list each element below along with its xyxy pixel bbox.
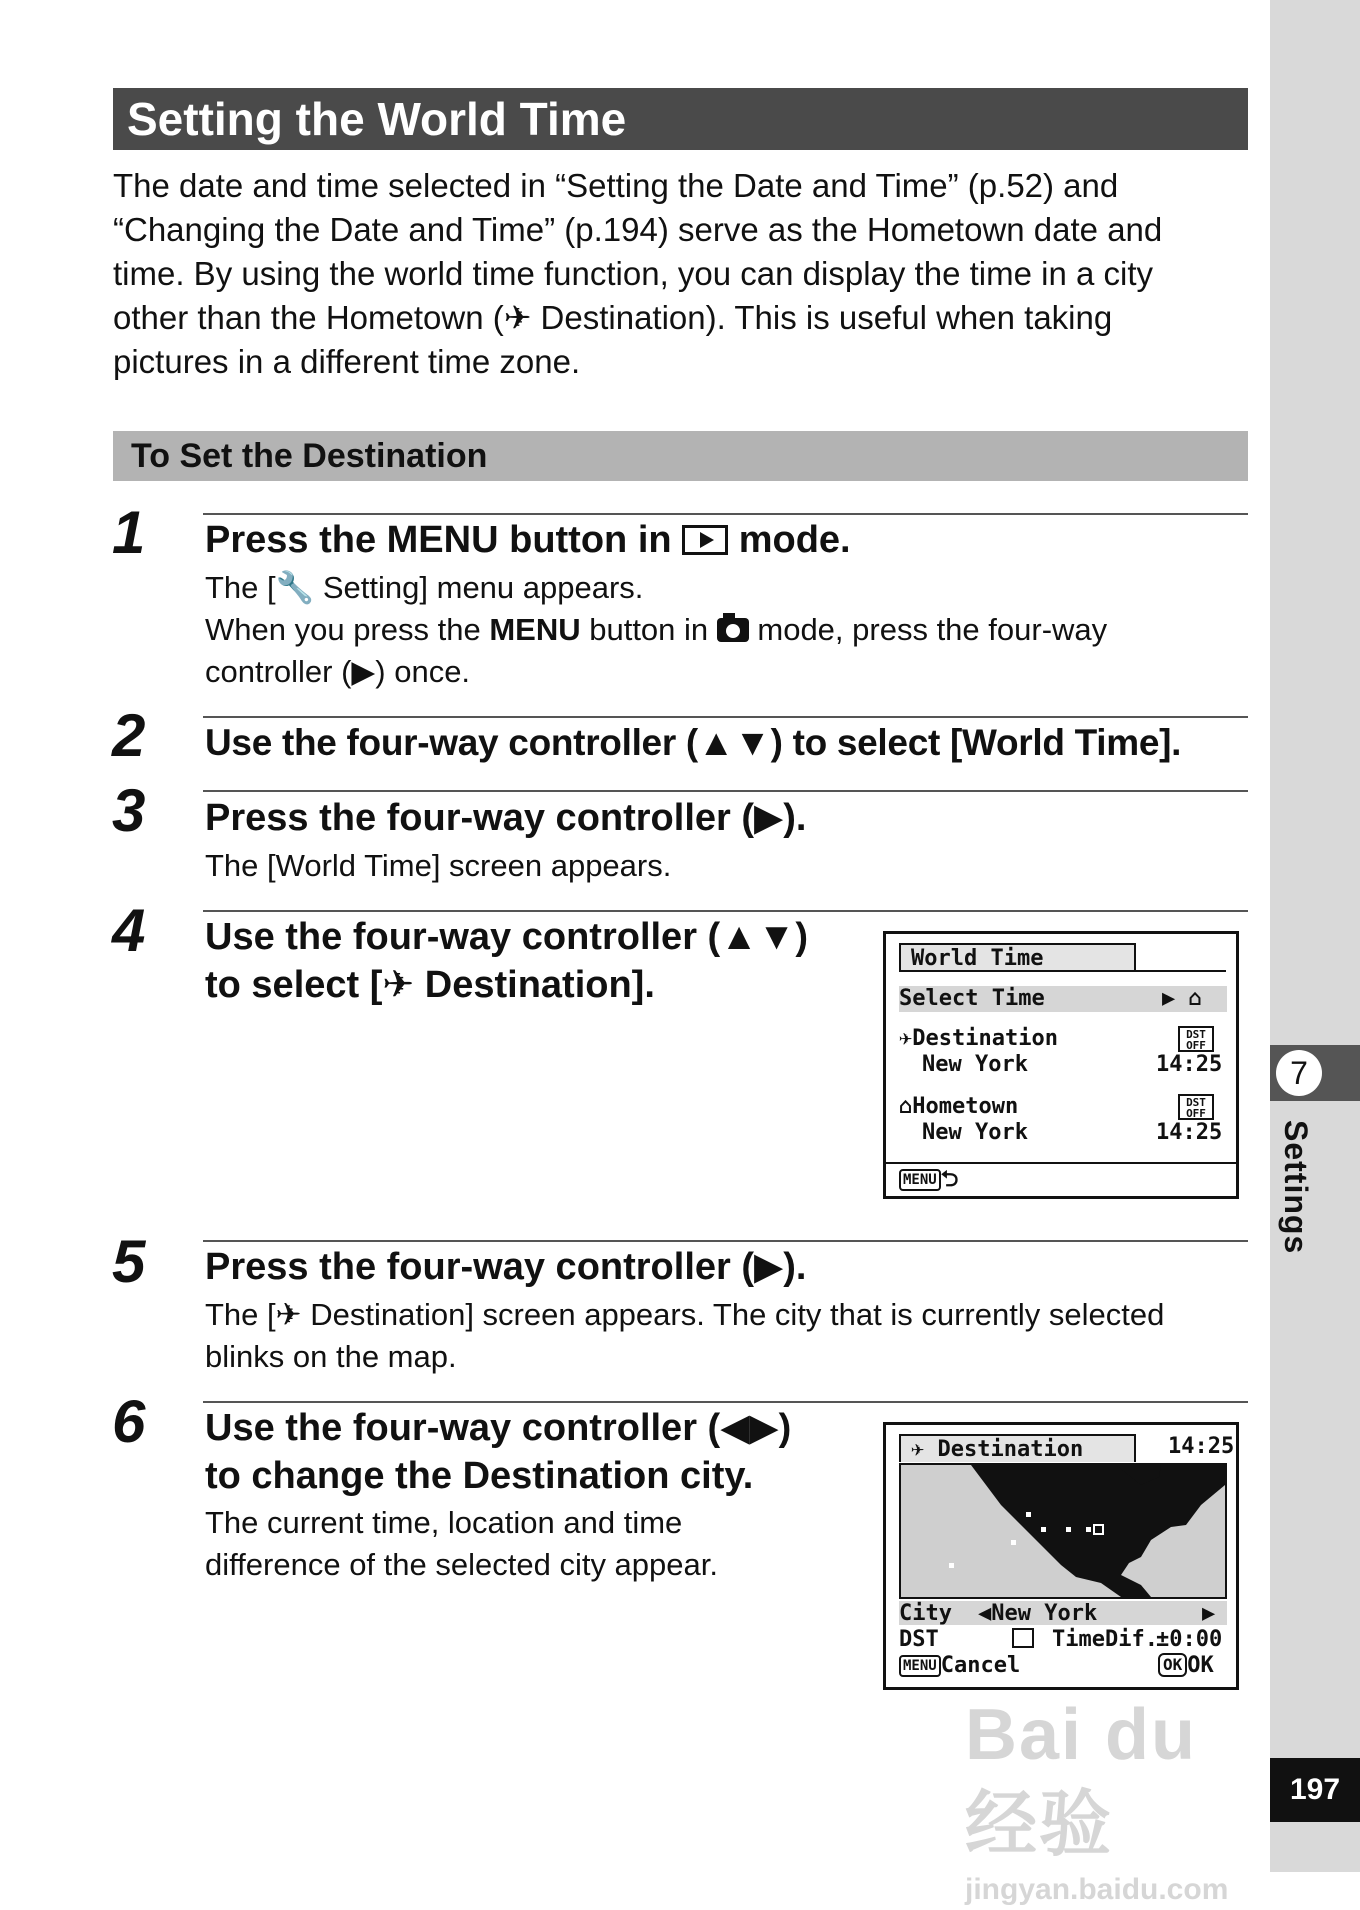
intro-line: pictures in a different time zone. xyxy=(113,343,581,380)
step-text: to select [✈ Destination]. xyxy=(205,964,655,1006)
step-text: button in xyxy=(498,519,683,561)
step-number: 5 xyxy=(112,1228,146,1295)
ok-label: OK xyxy=(1187,1653,1214,1678)
section-subheading: To Set the Destination xyxy=(113,431,1248,481)
step-text: The [ xyxy=(205,570,276,605)
dst-text: DST xyxy=(1186,1028,1206,1041)
destination-screen xyxy=(883,1422,1239,1690)
chapter-number: 7 xyxy=(1276,1050,1322,1096)
step-text: blinks on the map. xyxy=(205,1339,457,1374)
step-divider xyxy=(203,790,1248,792)
dst-off-icon xyxy=(1178,1026,1214,1052)
destination-city: New York xyxy=(922,1052,1028,1077)
step-number: 6 xyxy=(112,1388,146,1455)
step-text: Use the four-way controller (◀▶) xyxy=(205,1407,792,1449)
dst-text: OFF xyxy=(1186,1107,1206,1120)
step-text: to change the Destination city. xyxy=(205,1455,754,1497)
watermark-sub: jingyan.baidu.com xyxy=(965,1873,1229,1906)
page-title: Setting the World Time xyxy=(113,88,1248,150)
menu-label: MENU xyxy=(386,519,499,561)
watermark-main: Bai du 经验 xyxy=(965,1695,1198,1865)
step-5-body xyxy=(205,1294,1164,1378)
step-text: mode, press the four-way xyxy=(748,612,1108,647)
city-value: ◀New York xyxy=(978,1601,1098,1626)
step-3-body: The [World Time] screen appears. xyxy=(205,848,672,883)
wrench-icon: 🔧 xyxy=(275,570,315,605)
dst-text: DST xyxy=(1186,1096,1206,1109)
destination-time: 14:25 xyxy=(1156,1052,1223,1077)
cancel-hint xyxy=(899,1653,1020,1679)
hometown-label: ⌂Hometown xyxy=(899,1094,1019,1119)
step-text: mode. xyxy=(728,519,851,561)
intro-line: The date and time selected in “Setting the Date and Time” (p.52) and xyxy=(113,167,1119,204)
step-1-body xyxy=(205,567,1107,693)
ok-hint xyxy=(1158,1653,1214,1679)
chapter-sidebar xyxy=(1270,0,1360,1872)
step-number: 4 xyxy=(112,897,146,964)
step-text: When you press the xyxy=(205,612,490,647)
step-text: difference of the selected city appear. xyxy=(205,1547,718,1582)
chapter-label: Settings xyxy=(1278,1120,1314,1255)
ok-button-badge: OK xyxy=(1158,1653,1187,1677)
timedif-label: TimeDif. xyxy=(1052,1627,1158,1652)
hometown-city: New York xyxy=(922,1120,1028,1145)
select-time-label: Select Time xyxy=(899,986,1045,1011)
footer-divider xyxy=(886,1162,1236,1164)
step-divider xyxy=(203,716,1248,718)
world-map xyxy=(899,1463,1227,1599)
step-1-heading xyxy=(205,516,851,564)
intro-paragraph xyxy=(113,164,1253,384)
menu-label: MENU xyxy=(489,612,581,647)
timedif-value: ±0:00 xyxy=(1156,1627,1223,1652)
dst-label: DST xyxy=(899,1627,939,1652)
intro-line: other than the Hometown (✈ Destination). This is useful when taking xyxy=(113,299,1113,336)
step-number: 3 xyxy=(112,777,146,844)
intro-line: “Changing the Date and Time” (p.194) serve as the Hometown date and xyxy=(113,211,1163,248)
step-4-heading xyxy=(205,913,808,1009)
screen-tab: World Time xyxy=(899,943,1136,971)
back-arrow-icon: ⮌ xyxy=(940,1167,959,1192)
step-6-heading xyxy=(205,1404,791,1500)
destination-time: 14:25 xyxy=(1168,1434,1235,1459)
screen-footer xyxy=(899,1167,958,1193)
step-number: 2 xyxy=(112,702,146,769)
dst-checkbox-icon xyxy=(1012,1628,1034,1648)
step-5-heading: Press the four-way controller (▶). xyxy=(205,1246,807,1288)
step-divider xyxy=(203,1401,1248,1403)
step-text: button in xyxy=(580,612,717,647)
menu-button-badge: MENU xyxy=(899,1655,941,1677)
step-number: 1 xyxy=(112,499,146,566)
step-text: Use the four-way controller (▲▼) xyxy=(205,916,809,958)
world-time-screen xyxy=(883,931,1239,1199)
city-right-arrow-icon: ▶ xyxy=(1202,1601,1216,1626)
step-divider xyxy=(203,513,1248,515)
step-text: Setting] menu appears. xyxy=(314,570,644,605)
dst-text: OFF xyxy=(1186,1039,1206,1052)
destination-label: ✈Destination xyxy=(899,1026,1058,1051)
city-label: City xyxy=(899,1601,952,1626)
screen-tab: ✈ Destination xyxy=(899,1434,1136,1462)
step-text: The [✈ Destination] screen appears. The city that is currently selected xyxy=(205,1297,1165,1332)
step-text: controller (▶) once. xyxy=(205,654,471,689)
menu-button-badge: MENU xyxy=(899,1169,941,1191)
tab-divider xyxy=(899,970,1226,972)
step-text: Press the xyxy=(205,519,387,561)
step-divider xyxy=(203,1240,1248,1242)
watermark xyxy=(965,1690,1265,1906)
step-2-heading: Use the four-way controller (▲▼) to select [World Time]. xyxy=(205,722,1182,763)
step-3-heading: Press the four-way controller (▶). xyxy=(205,797,807,839)
hometown-time: 14:25 xyxy=(1156,1120,1223,1145)
intro-line: time. By using the world time function, you can display the time in a city xyxy=(113,255,1153,292)
select-time-value: ▶ ⌂ xyxy=(1162,986,1202,1011)
north-america-map-icon xyxy=(901,1465,1225,1597)
step-text: The current time, location and time xyxy=(205,1505,683,1540)
camera-icon xyxy=(717,618,749,642)
dst-checkbox xyxy=(1012,1627,1034,1653)
page-number: 197 xyxy=(1270,1758,1360,1822)
step-divider xyxy=(203,910,1248,912)
cancel-label: Cancel xyxy=(940,1653,1021,1678)
playback-icon xyxy=(682,525,728,555)
step-6-body xyxy=(205,1502,718,1586)
dst-off-icon xyxy=(1178,1094,1214,1120)
